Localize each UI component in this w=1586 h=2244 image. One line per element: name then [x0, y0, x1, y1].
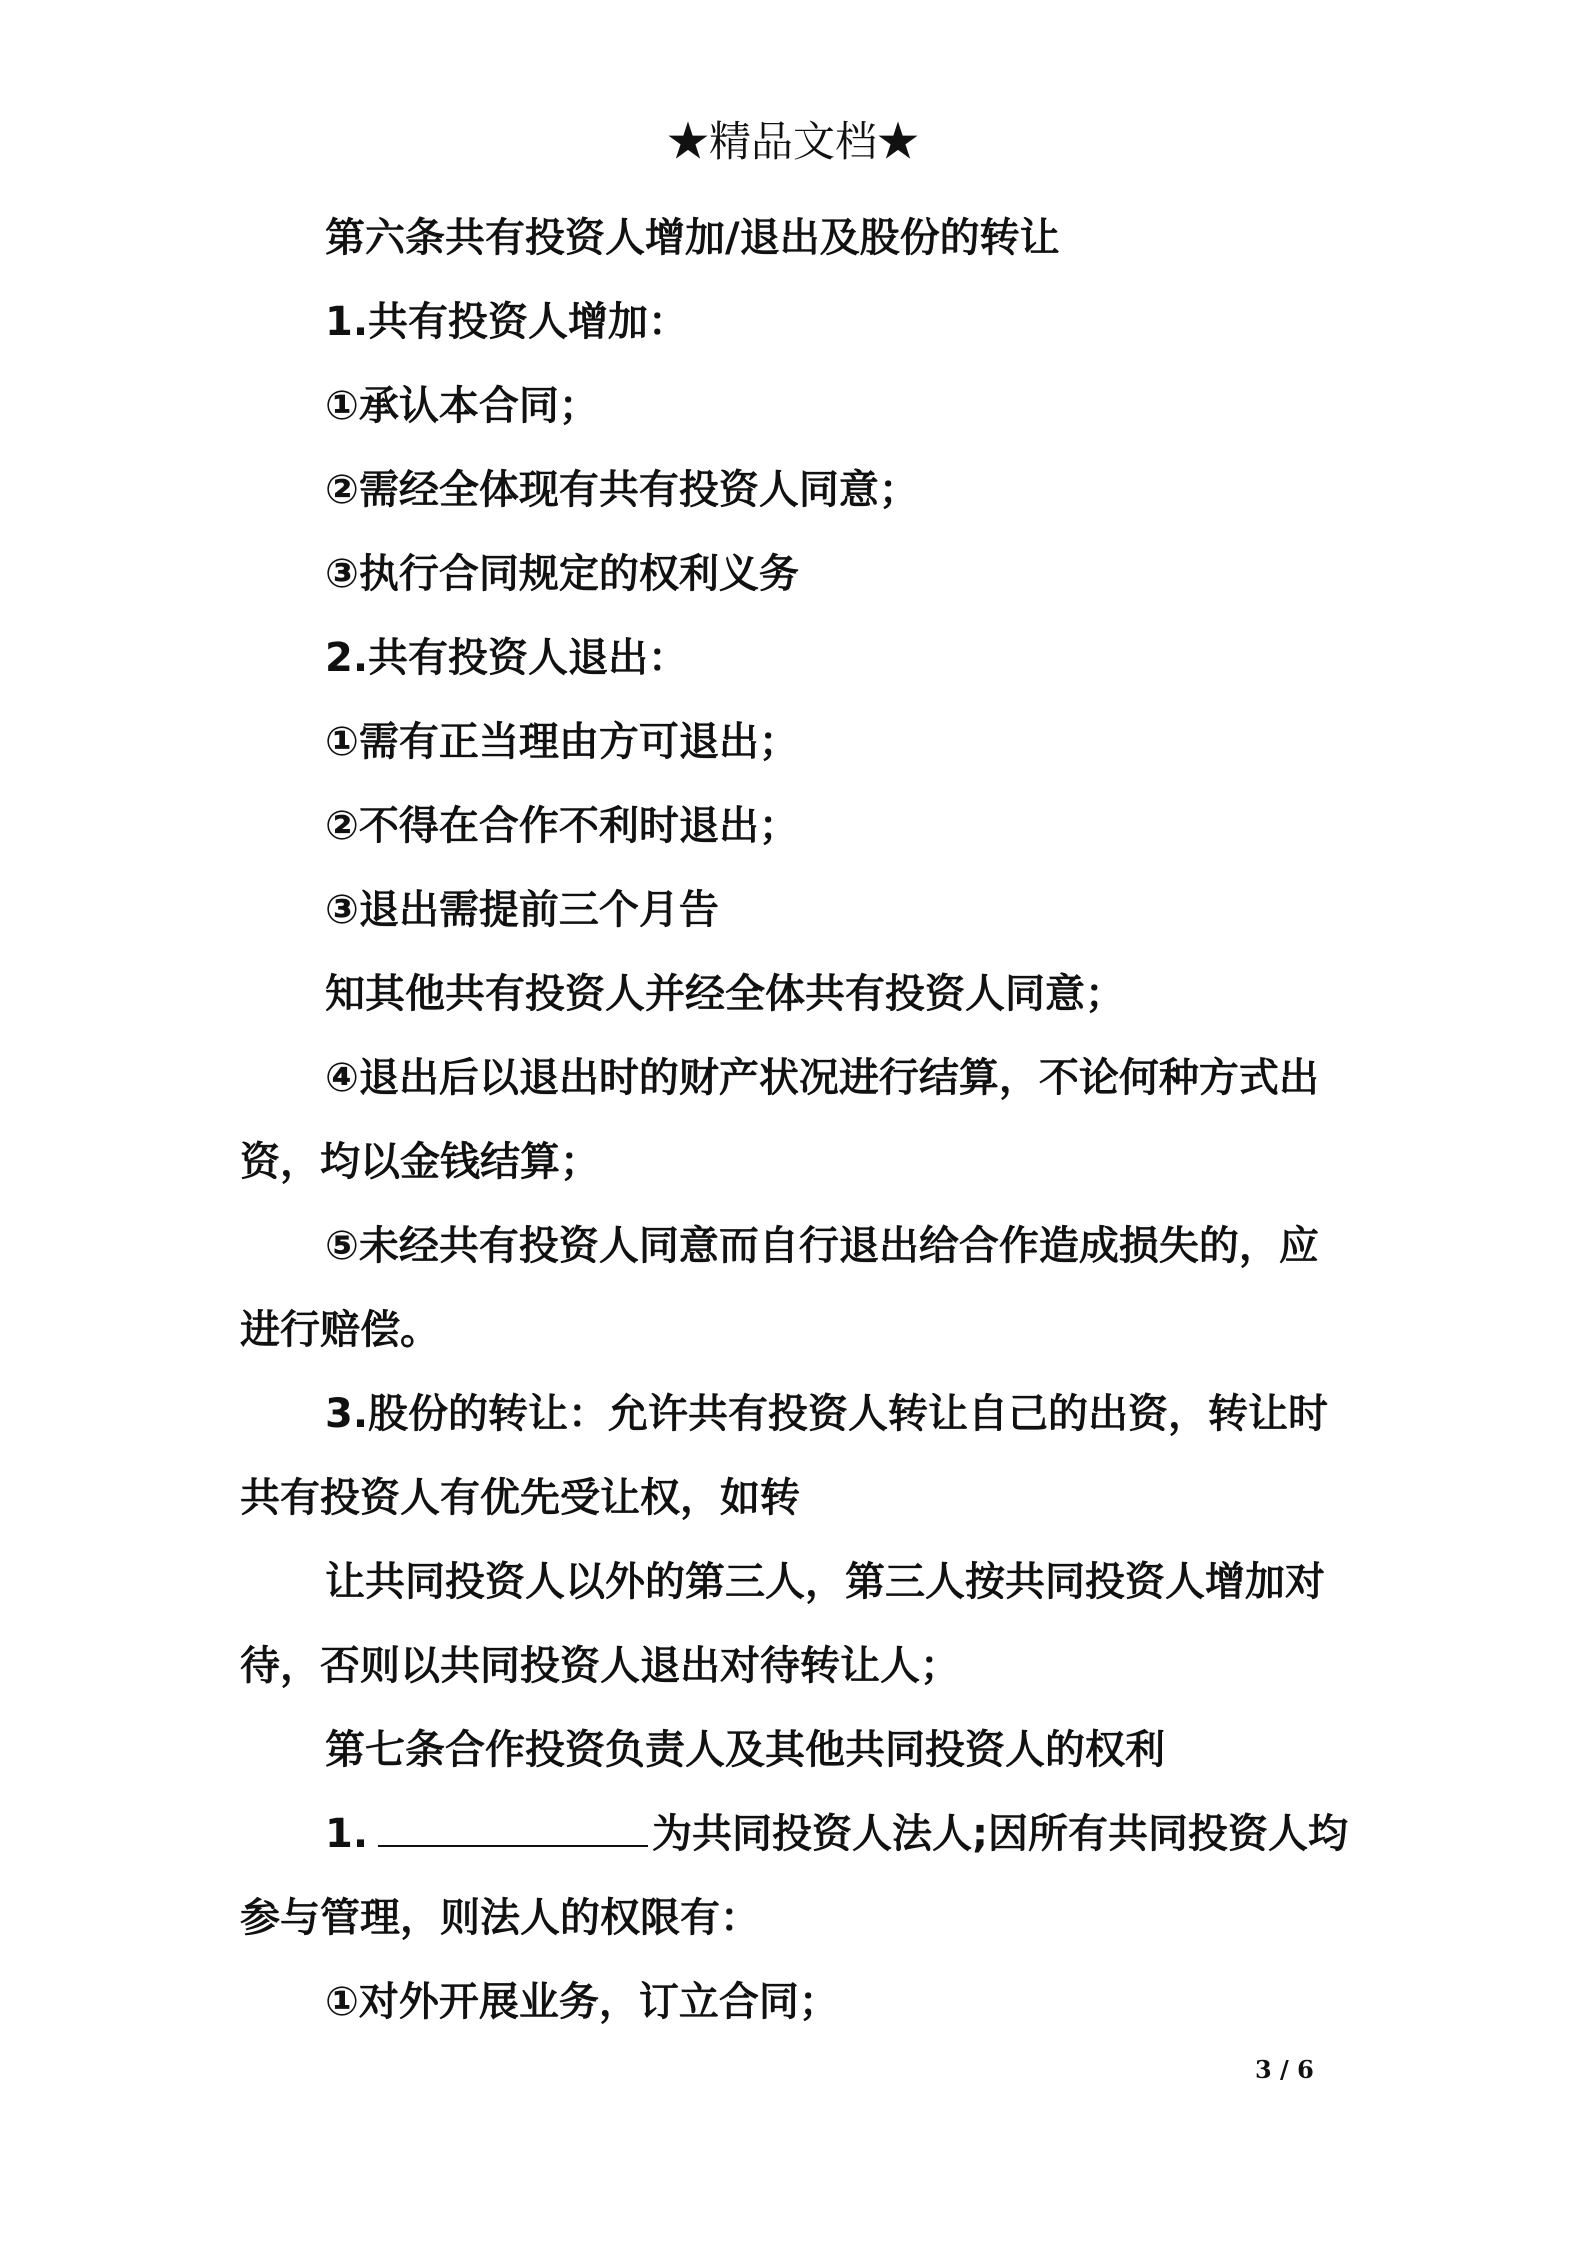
list-item: ①承认本合同；	[325, 383, 599, 429]
paragraph: 让共同投资人以外的第三人，第三人按共同投资人增加对	[325, 1559, 1325, 1605]
paragraph-continuation: 待，否则以共同投资人退出对待转让人；	[240, 1643, 960, 1689]
document-header-title: ★精品文档★	[666, 117, 919, 166]
page-number: 3 / 6	[1255, 2055, 1314, 2084]
paragraph-continuation: 参与管理，则法人的权限有：	[240, 1895, 760, 1941]
article-6-heading: 第六条共有投资人增加/退出及股份的转让	[325, 215, 1060, 261]
list-item: ⑤未经共有投资人同意而自行退出给合作造成损失的，应	[325, 1223, 1319, 1269]
blank-item-prefix: 1.	[325, 1811, 369, 1857]
list-item: ①对外开展业务，订立合同；	[325, 1979, 839, 2025]
fill-in-blank	[378, 1805, 648, 1847]
list-item: ④退出后以退出时的财产状况进行结算，不论何种方式出	[325, 1055, 1319, 1101]
list-item-continuation: 知其他共有投资人并经全体共有投资人同意；	[325, 971, 1125, 1017]
article-7-heading: 第七条合作投资负责人及其他共同投资人的权利	[325, 1727, 1165, 1773]
list-item: ③执行合同规定的权利义务	[325, 551, 799, 597]
list-item: ②不得在合作不利时退出；	[325, 803, 799, 849]
blank-field-item	[240, 1792, 1360, 1876]
list-item: ①需有正当理由方可退出；	[325, 719, 799, 765]
list-item-continuation: 进行赔偿。	[240, 1307, 440, 1353]
list-item: ②需经全体现有共有投资人同意；	[325, 467, 919, 513]
section-2-heading: 2.共有投资人退出：	[325, 635, 689, 681]
blank-item-suffix: 为共同投资人法人;因所有共同投资人均	[652, 1811, 1349, 1857]
document-body	[240, 196, 1360, 2044]
section-1-heading: 1.共有投资人增加：	[325, 299, 689, 345]
list-item: ③退出需提前三个月告	[325, 887, 719, 933]
section-3-paragraph: 3.股份的转让：允许共有投资人转让自己的出资，转让时	[325, 1391, 1329, 1437]
list-item-continuation: 资，均以金钱结算；	[240, 1139, 600, 1185]
paragraph-continuation: 共有投资人有优先受让权，如转	[240, 1475, 800, 1521]
